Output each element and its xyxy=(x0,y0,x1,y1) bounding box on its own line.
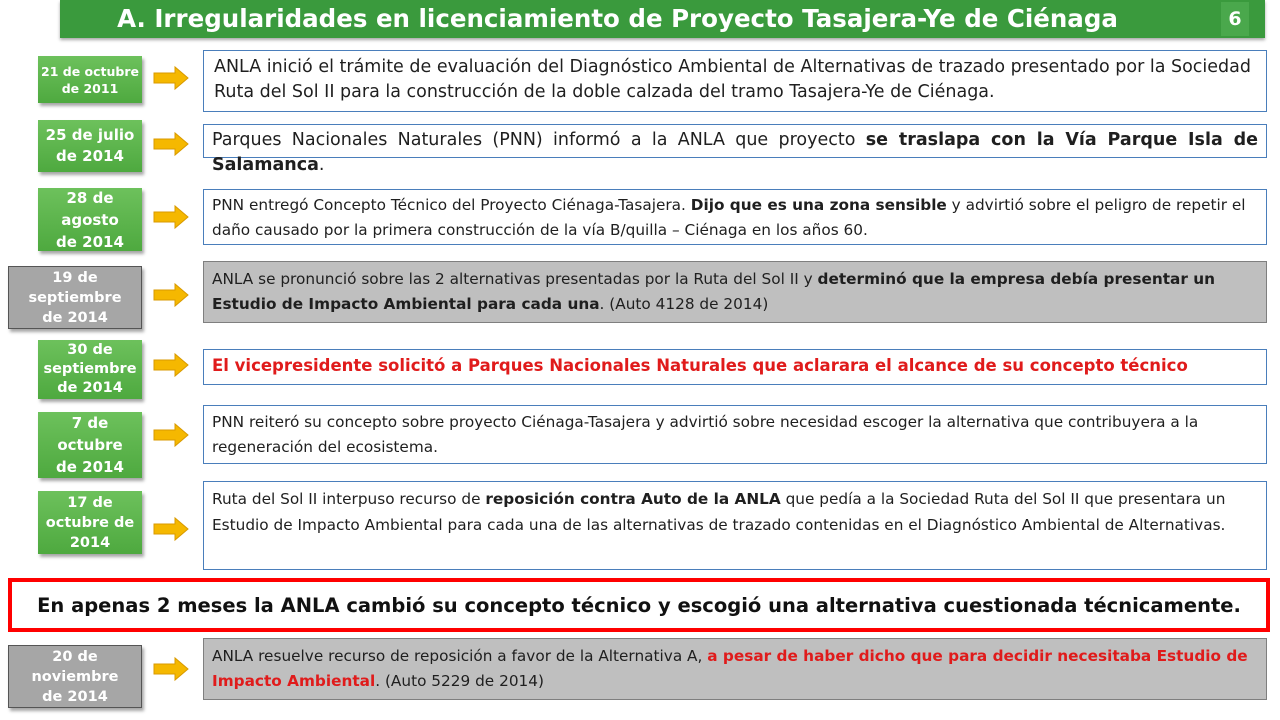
event-text-1: ANLA inició el trámite de evaluación del Diagnóstico Ambiental de Alternativas de trazado presentado por la Sociedad Ruta del Sol II para la construcción de la doble calzada del tramo Tasajera-Ye de Ciénaga. xyxy=(203,50,1267,112)
date-box-2014-09-19: 19 de septiembre de 2014 xyxy=(8,266,142,329)
event-text-3: PNN entregó Concepto Técnico del Proyecto Ciénaga-Tasajera. Dijo que es una zona sensible y advirtió sobre el peligro de repetir el daño causado por la primera construcción de la vía B/quilla – Ciénaga en los años 60. xyxy=(203,189,1267,245)
event-text-5: El vicepresidente solicitó a Parques Nacionales Naturales que aclarara el alcance de su concepto técnico xyxy=(203,349,1267,385)
event-text-4: ANLA se pronunció sobre las 2 alternativas presentadas por la Ruta del Sol II y determinó que la empresa debía presentar un Estudio de Impacto Ambiental para cada una. (Auto 4128 de 2014) xyxy=(203,261,1267,323)
arrow-right-icon xyxy=(153,352,189,378)
event-text-6: PNN reiteró su concepto sobre proyecto Ciénaga-Tasajera y advirtió sobre necesidad escoger la alternativa que contribuyera a la regeneración del ecosistema. xyxy=(203,405,1267,464)
date-box-2014-10-17: 17 de octubre de 2014 xyxy=(38,491,142,554)
page-number: 6 xyxy=(1221,2,1249,36)
event-text-2: Parques Nacionales Naturales (PNN) informó a la ANLA que proyecto se traslapa con la Vía Parque Isla de Salamanca. xyxy=(203,124,1267,158)
conclusion-callout: En apenas 2 meses la ANLA cambió su concepto técnico y escogió una alternativa cuestionada técnicamente. xyxy=(8,578,1270,632)
event-text-7: Ruta del Sol II interpuso recurso de reposición contra Auto de la ANLA que pedía a la Sociedad Ruta del Sol II que presentara un Estudio de Impacto Ambiental para cada una de las alternativas de trazado contenidas en el Diagnóstico Ambiental de Alternativas. xyxy=(203,481,1267,570)
slide-title: A. Irregularidades en licenciamiento de Proyecto Tasajera-Ye de Ciénaga xyxy=(117,4,1118,33)
arrow-right-icon xyxy=(153,131,189,157)
date-box-2011-10-21: 21 de octubre de 2011 xyxy=(38,56,142,103)
date-box-2014-10-07: 7 de octubre de 2014 xyxy=(38,412,142,478)
arrow-right-icon xyxy=(153,516,189,542)
title-bar xyxy=(60,0,1265,38)
arrow-right-icon xyxy=(153,656,189,682)
event-text-8: ANLA resuelve recurso de reposición a favor de la Alternativa A, a pesar de haber dicho que para decidir necesitaba Estudio de Impacto Ambiental. (Auto 5229 de 2014) xyxy=(203,638,1267,700)
arrow-right-icon xyxy=(153,282,189,308)
date-box-2014-11-20: 20 de noviembre de 2014 xyxy=(8,645,142,708)
arrow-right-icon xyxy=(153,422,189,448)
date-box-2014-09-30: 30 de septiembre de 2014 xyxy=(38,340,142,399)
date-box-2014-07-25: 25 de julio de 2014 xyxy=(38,120,142,172)
arrow-right-icon xyxy=(153,65,189,91)
date-box-2014-08-28: 28 de agosto de 2014 xyxy=(38,188,142,251)
arrow-right-icon xyxy=(153,204,189,230)
